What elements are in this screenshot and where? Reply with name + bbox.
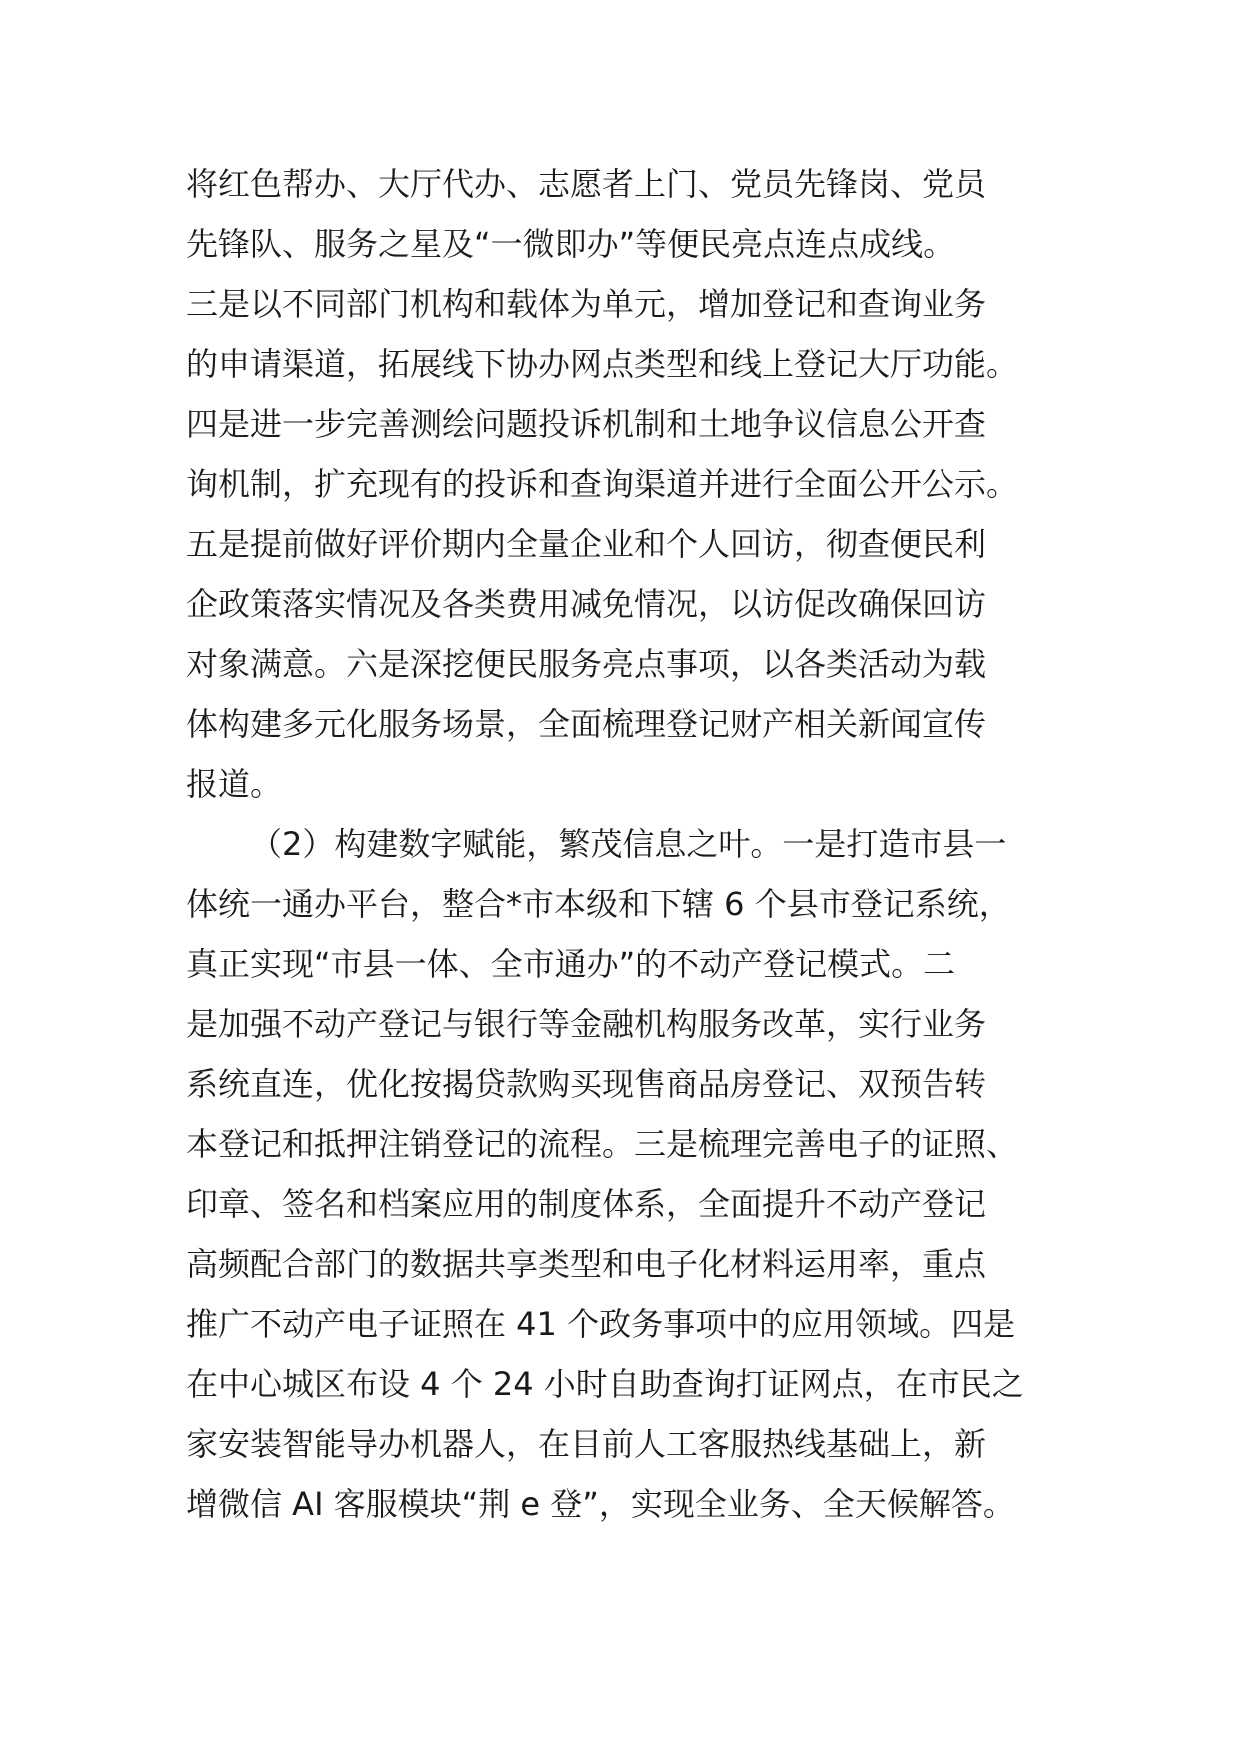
text-line: 增微信 AI 客服模块“荆 e 登”，实现全业务、全天候解答。 — [186, 1485, 1015, 1523]
text-line: 体统一通办平台，整合*市本级和下辖 6 个县市登记系统， — [186, 885, 1011, 923]
text-line: 在中心城区布设 4 个 24 小时自助查询打证网点，在市民之 — [186, 1365, 1024, 1403]
paragraph-2 — [186, 814, 1066, 1534]
text-line: 报道。 — [186, 765, 283, 803]
text-line: 将红色帮办、大厅代办、志愿者上门、党员先锋岗、党员 — [186, 165, 987, 203]
text-line: 高频配合部门的数据共享类型和电子化材料运用率，重点 — [186, 1245, 987, 1283]
text-line: 推广不动产电子证照在 41 个政务事项中的应用领域。四是 — [186, 1305, 1016, 1343]
text-line: 先锋队、服务之星及“一微即办”等便民亮点连点成线。 — [186, 225, 956, 263]
text-line: 印章、签名和档案应用的制度体系，全面提升不动产登记 — [186, 1185, 987, 1223]
paragraph-1 — [186, 154, 1066, 814]
text-line: 四是进一步完善测绘问题投诉机制和土地争议信息公开查 — [186, 405, 987, 443]
document-body — [186, 154, 1066, 1534]
text-line: 本登记和抵押注销登记的流程。三是梳理完善电子的证照、 — [186, 1125, 1019, 1163]
text-line: 五是提前做好评价期内全量企业和个人回访，彻查便民利 — [186, 525, 987, 563]
text-line: 是加强不动产登记与银行等金融机构服务改革，实行业务 — [186, 1005, 987, 1043]
text-line: 真正实现“市县一体、全市通办”的不动产登记模式。二 — [186, 945, 956, 983]
text-line: 三是以不同部门机构和载体为单元，增加登记和查询业务 — [186, 285, 987, 323]
text-line: 体构建多元化服务场景，全面梳理登记财产相关新闻宣传 — [186, 705, 987, 743]
text-line: 系统直连，优化按揭贷款购买现售商品房登记、双预告转 — [186, 1065, 987, 1103]
text-line: 对象满意。六是深挖便民服务亮点事项，以各类活动为载 — [186, 645, 987, 683]
text-line: 家安装智能导办机器人，在目前人工客服热线基础上，新 — [186, 1425, 987, 1463]
text-line: 的申请渠道，拓展线下协办网点类型和线上登记大厅功能。 — [186, 345, 1019, 383]
text-line: （2）构建数字赋能，繁茂信息之叶。一是打造市县一 — [250, 825, 1007, 863]
text-line: 询机制，扩充现有的投诉和查询渠道并进行全面公开公示。 — [186, 465, 1019, 503]
text-line: 企政策落实情况及各类费用减免情况，以访促改确保回访 — [186, 585, 987, 623]
